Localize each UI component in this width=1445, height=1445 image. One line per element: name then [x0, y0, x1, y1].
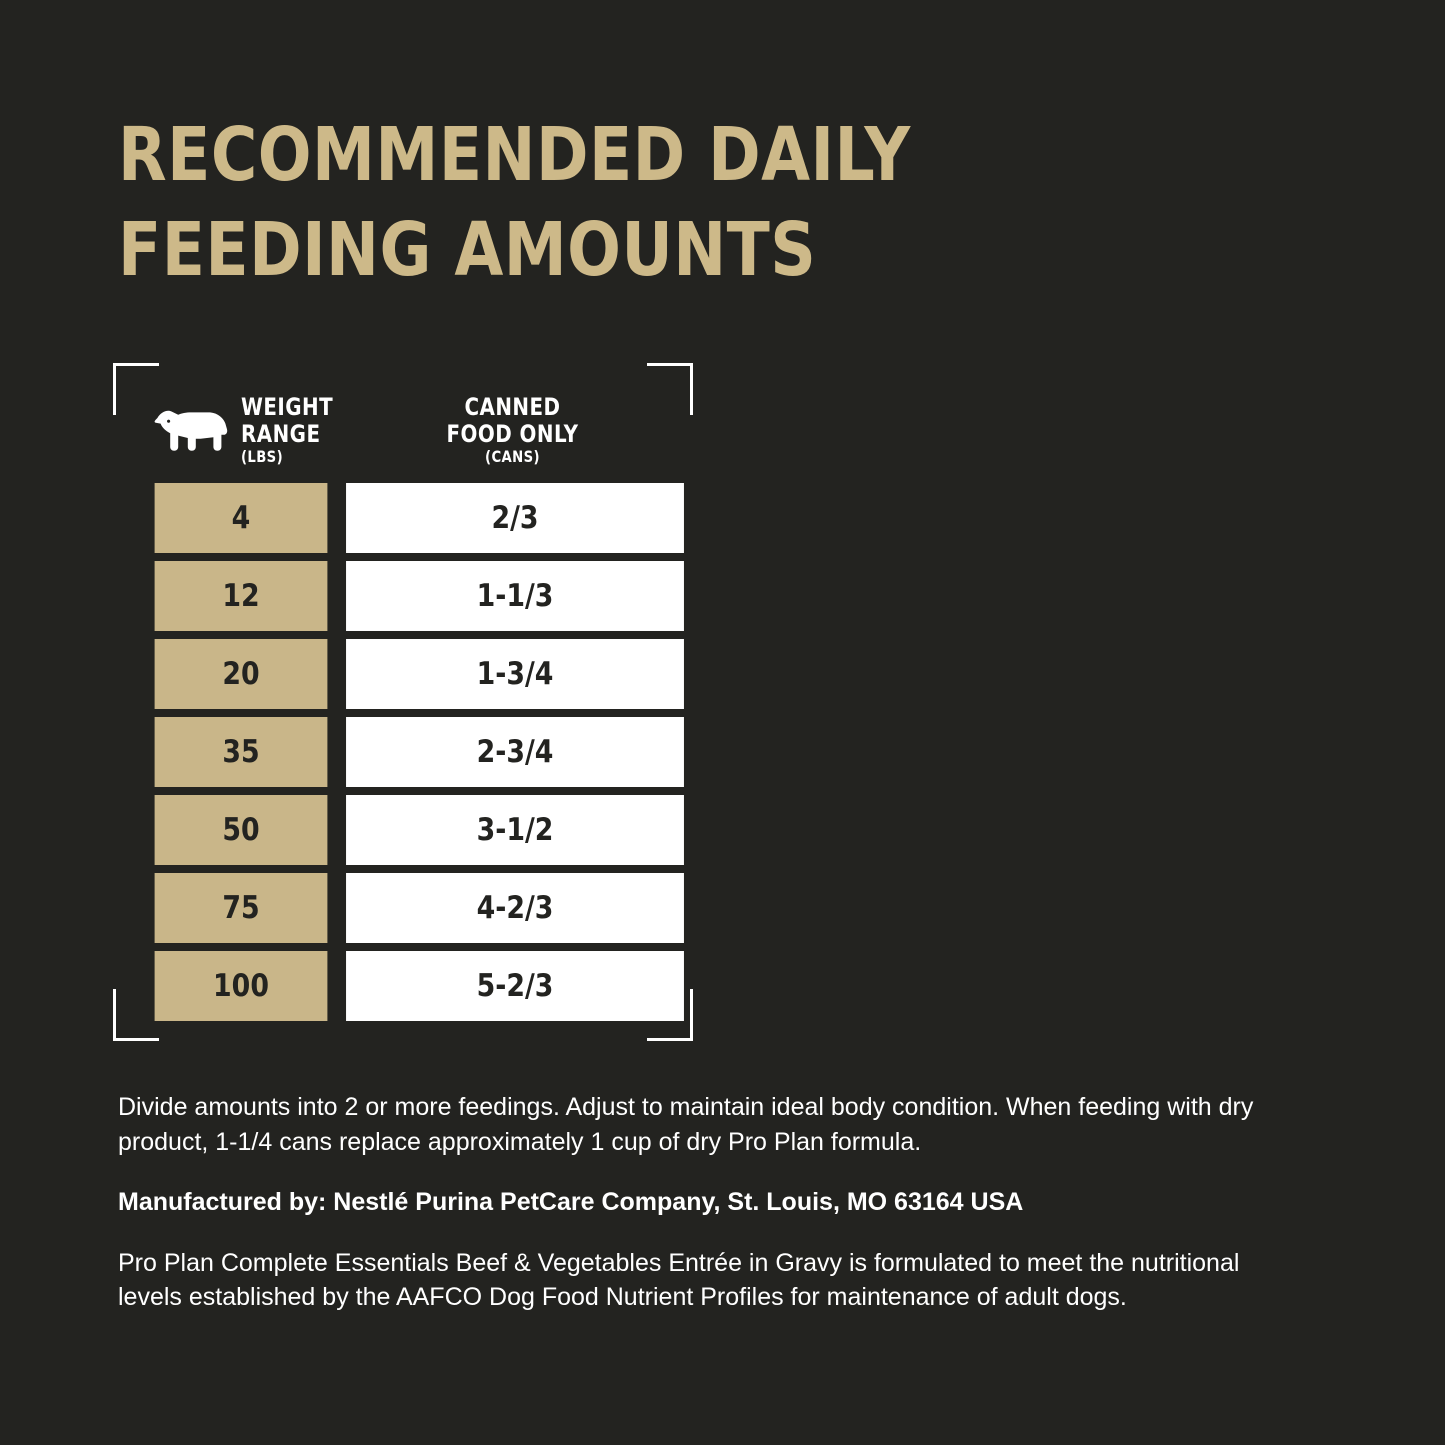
dog-icon	[151, 402, 231, 458]
table-header-canned-food	[348, 394, 676, 467]
weight-header-unit: (LBS)	[241, 447, 284, 467]
table-row	[151, 873, 691, 943]
feeding-note: Divide amounts into 2 or more feedings. Adjust to maintain ideal body condition. When feeding with dry product, 1-1/4 cans replace approximately 1 cup of dry Pro Plan formula.	[118, 1093, 1254, 1156]
weight-header-line-2: RANGE	[241, 419, 321, 448]
canned-header-line-1: CANNED	[464, 392, 561, 421]
manufacturer-note: Manufactured by: Nestlé Purina PetCare Company, St. Louis, MO 63164 USA	[118, 1188, 1024, 1216]
feeding-table	[113, 363, 693, 1041]
table-body	[151, 483, 691, 1029]
cell-weight: 20	[155, 639, 328, 709]
table-row	[151, 951, 691, 1021]
page-title	[118, 108, 1163, 297]
cell-amount: 3-1/2	[346, 795, 684, 865]
page-title-line-2: FEEDING AMOUNTS	[118, 206, 817, 293]
cell-amount: 2-3/4	[346, 717, 684, 787]
table-row	[151, 483, 691, 553]
canned-header-line-2: FOOD ONLY	[446, 419, 579, 448]
cell-weight: 75	[155, 873, 328, 943]
cell-weight: 100	[155, 951, 328, 1021]
cell-amount: 1-1/3	[346, 561, 684, 631]
cell-weight: 12	[155, 561, 328, 631]
cell-weight: 4	[155, 483, 328, 553]
cell-amount: 1-3/4	[346, 639, 684, 709]
page-title-line-1: RECOMMENDED DAILY	[118, 112, 911, 198]
table-header-row	[151, 375, 691, 485]
table-row	[151, 639, 691, 709]
cell-weight: 50	[155, 795, 328, 865]
cell-amount: 2/3	[346, 483, 684, 553]
table-row	[151, 717, 691, 787]
cell-weight: 35	[155, 717, 328, 787]
aafco-statement: Pro Plan Complete Essentials Beef & Vegetables Entrée in Gravy is formulated to meet the nutritional levels established by the AAFCO Dog Food Nutrient Profiles for maintenance of adult dogs.	[118, 1248, 1240, 1311]
canned-header-unit: (CANS)	[485, 447, 540, 467]
table-row	[151, 561, 691, 631]
weight-header-line-1: WEIGHT	[241, 392, 334, 421]
table-row	[151, 795, 691, 865]
cell-amount: 4-2/3	[346, 873, 684, 943]
table-header-weight	[151, 394, 334, 467]
cell-amount: 5-2/3	[346, 951, 684, 1021]
weight-range-header-label	[241, 394, 333, 467]
notes-section	[118, 1090, 1298, 1315]
